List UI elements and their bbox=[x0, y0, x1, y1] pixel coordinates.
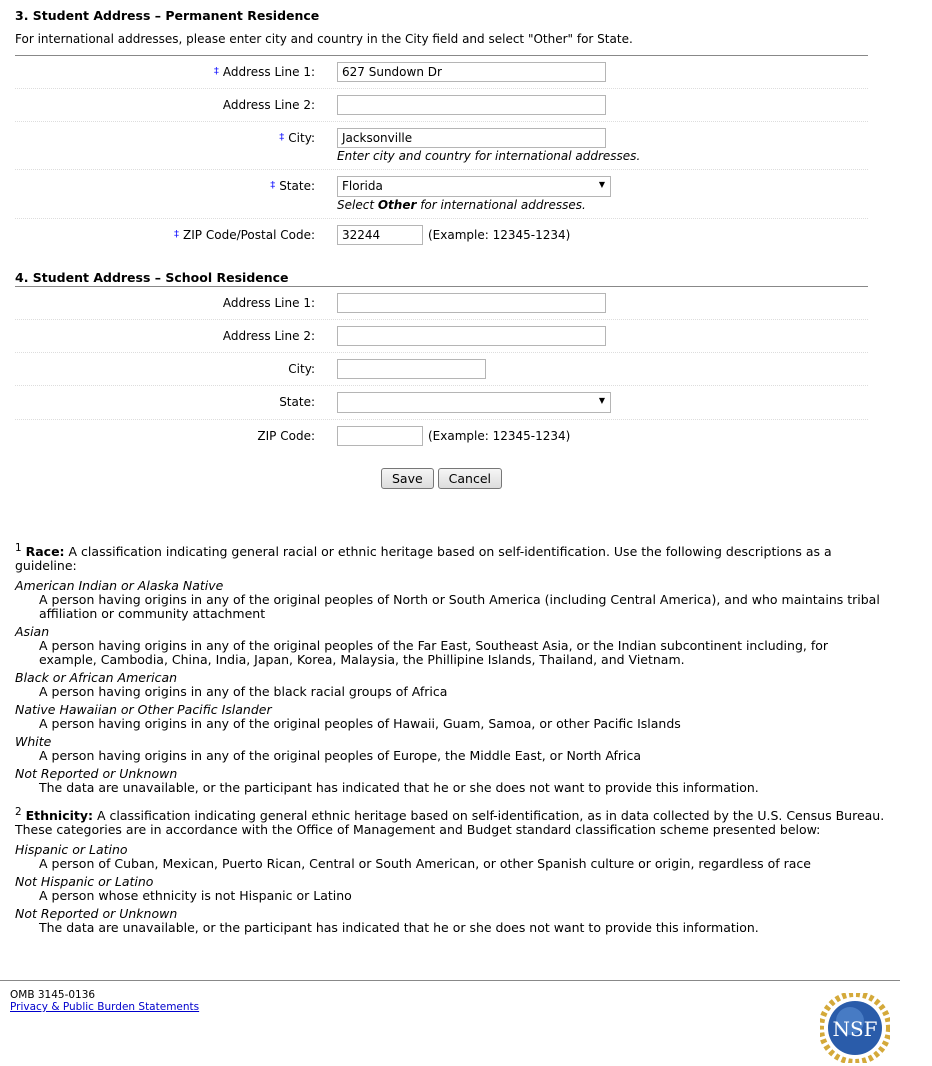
state-value: Florida bbox=[342, 179, 383, 193]
footer bbox=[0, 980, 900, 1041]
addr1-label: Address Line 1: bbox=[222, 65, 315, 79]
term: Hispanic or Latino bbox=[15, 842, 128, 858]
required-marker: ‡ bbox=[270, 180, 276, 191]
school-state-select[interactable] bbox=[337, 392, 611, 413]
school-address-section bbox=[15, 270, 868, 489]
omb-number: OMB 3145-0136 bbox=[10, 989, 96, 1001]
zip-example: (Example: 12345-1234) bbox=[428, 429, 571, 443]
zip-label: ZIP Code: bbox=[257, 429, 315, 443]
svg-text:NSF: NSF bbox=[832, 1017, 878, 1041]
term: Black or African American bbox=[15, 670, 178, 686]
ethnicity-note: $^2$ Ethnicity: A classification indicating general ethnic heritage based on self-identification, as in data collected by the U.S. Census Bureau. These categories are in accordance with the Office of Management and Budget standard classification scheme presented below: bbox=[15, 806, 885, 838]
section-title: 4. Student Address – School Residence bbox=[15, 270, 868, 287]
state-select[interactable] bbox=[337, 176, 611, 197]
term: White bbox=[15, 734, 52, 750]
required-marker: ‡ bbox=[174, 229, 180, 240]
address-line-2-input[interactable] bbox=[337, 95, 606, 115]
term-description: The data are unavailable, or the participant has indicated that he or she does not want to provide this information. bbox=[39, 920, 759, 936]
term-description: A person having origins in any of the black racial groups of Africa bbox=[39, 684, 448, 700]
addr2-label: Address Line 2: bbox=[222, 98, 315, 112]
city-hint: Enter city and country for international addresses. bbox=[337, 149, 641, 163]
nsf-logo bbox=[820, 993, 890, 1066]
school-address-line-2-input[interactable] bbox=[337, 326, 606, 346]
save-button[interactable]: Save bbox=[381, 468, 434, 489]
term-description: A person having origins in any of the original peoples of the Far East, Southeast Asia, or the Indian subcontinent including, for example, Cambodia, China, India, Japan, Korea, Malaysia, the Phillipine Islands, Thailand, and Vietnam. bbox=[39, 638, 829, 668]
term: Not Hispanic or Latino bbox=[15, 874, 154, 890]
term-description: A person having origins in any of the original peoples of Hawaii, Guam, Samoa, or other Pacific Islands bbox=[39, 716, 681, 732]
state-hint: Select Other for international addresses. bbox=[337, 198, 586, 212]
term: Not Reported or Unknown bbox=[15, 766, 178, 782]
section-title: 3. Student Address – Permanent Residence bbox=[15, 8, 320, 23]
zip-input[interactable]: 32244 bbox=[337, 225, 423, 245]
section-intro: For international addresses, please enter city and country in the City field and select "Other" for State. bbox=[15, 32, 868, 56]
state-row bbox=[15, 170, 868, 219]
addr2-row bbox=[15, 89, 868, 122]
term-description: The data are unavailable, or the participant has indicated that he or she does not want to provide this information. bbox=[39, 780, 759, 796]
required-marker: ‡ bbox=[213, 66, 219, 77]
required-marker: ‡ bbox=[279, 132, 285, 143]
school-address-line-1-input[interactable] bbox=[337, 293, 606, 313]
addr1-row bbox=[15, 56, 868, 89]
race-note: $^1$ Race: A classification indicating general racial or ethnic heritage based on self-identification. Use the following descriptions as a guideline: bbox=[15, 542, 832, 574]
term: Not Reported or Unknown bbox=[15, 906, 178, 922]
addr2-label: Address Line 2: bbox=[222, 329, 315, 343]
privacy-link[interactable]: Privacy & Public Burden Statements bbox=[10, 1001, 200, 1013]
state-label: State: bbox=[279, 179, 315, 193]
city-label: City: bbox=[288, 131, 315, 145]
city-row bbox=[15, 122, 868, 170]
city-input[interactable]: Jacksonville bbox=[337, 128, 606, 148]
cancel-button[interactable]: Cancel bbox=[438, 468, 502, 489]
term-description: A person whose ethnicity is not Hispanic or Latino bbox=[39, 888, 352, 904]
zip-row bbox=[15, 219, 868, 251]
school-city-input[interactable] bbox=[337, 359, 486, 379]
term-description: A person having origins in any of the original peoples of North or South America (including Central America), and who maintains tribal affiliation or community attachment bbox=[39, 592, 880, 622]
term-description: A person of Cuban, Mexican, Puerto Rican, Central or South American, or other Spanish culture or origin, regardless of race bbox=[39, 856, 811, 872]
chevron-down-icon: ▼ bbox=[598, 180, 605, 189]
term: Asian bbox=[15, 624, 50, 640]
term: Native Hawaiian or Other Pacific Islander bbox=[15, 702, 272, 718]
zip-label: ZIP Code/Postal Code: bbox=[183, 228, 315, 242]
zip-example: (Example: 12345-1234) bbox=[428, 228, 571, 242]
city-label: City: bbox=[288, 362, 315, 376]
addr1-label: Address Line 1: bbox=[222, 296, 315, 310]
permanent-address-section bbox=[15, 8, 868, 251]
address-line-1-input[interactable]: 627 Sundown Dr bbox=[337, 62, 606, 82]
term-description: A person having origins in any of the original peoples of Europe, the Middle East, or North Africa bbox=[39, 748, 642, 764]
school-zip-input[interactable] bbox=[337, 426, 423, 446]
term: American Indian or Alaska Native bbox=[15, 578, 224, 594]
footnotes bbox=[15, 541, 885, 935]
chevron-down-icon: ▼ bbox=[598, 396, 605, 405]
state-label: State: bbox=[279, 395, 315, 409]
